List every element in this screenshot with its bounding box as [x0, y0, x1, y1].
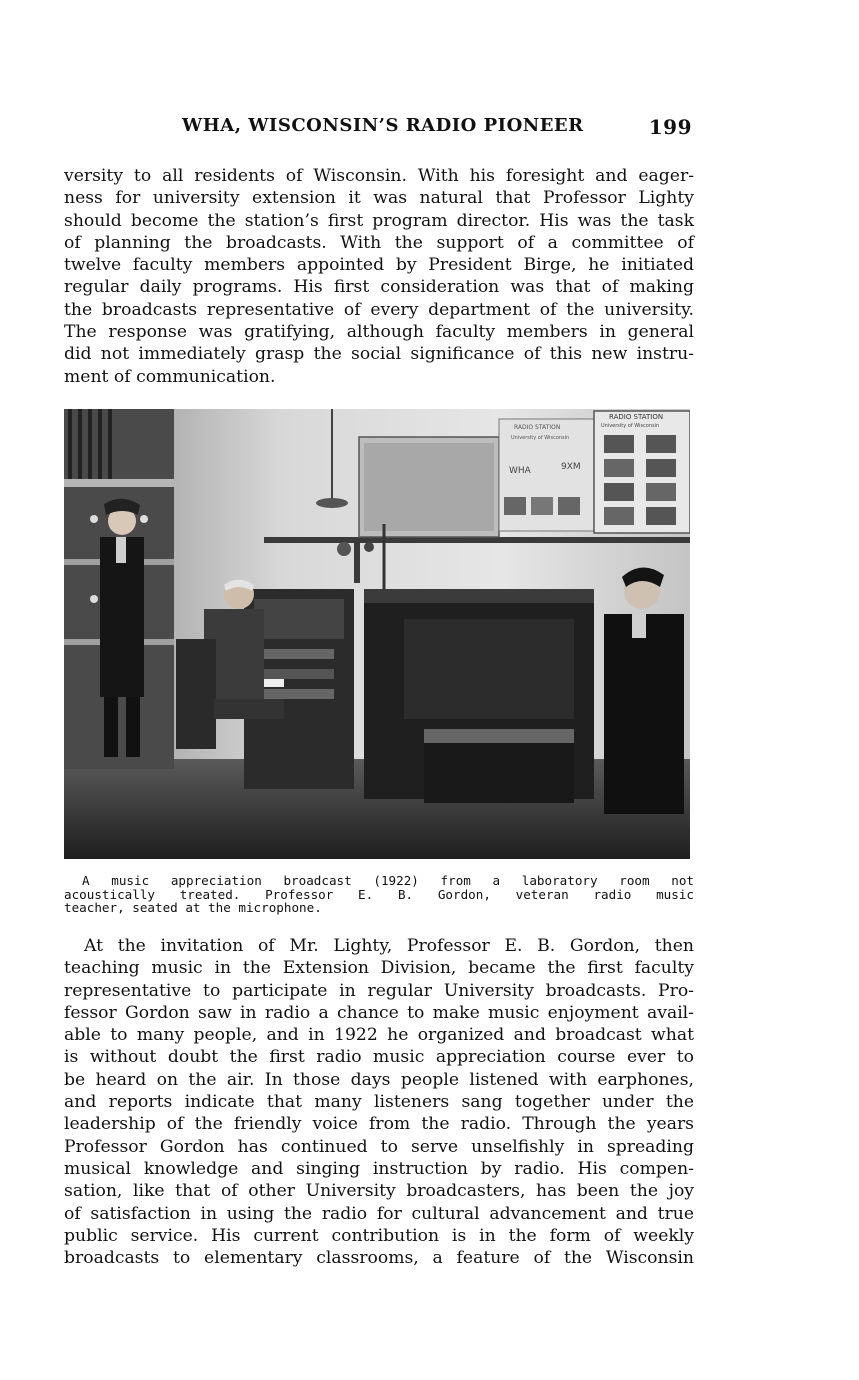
- paragraph-2-line: fessor Gordon saw in radio a chance to make music enjoyment avail-: [64, 1002, 694, 1023]
- paragraph-2-line: of satisfaction in using the radio for cultural advancement and true: [64, 1203, 694, 1224]
- wall-sign-right: [594, 411, 690, 533]
- paragraph-2-line: leadership of the friendly voice from the radio. Through the years: [64, 1114, 694, 1135]
- paragraph-1-line: The response was gratifying, although faculty members in general: [64, 322, 694, 343]
- paragraph-1-line: should become the station’s first program director. His was the task: [64, 210, 694, 231]
- paragraph-2-line: representative to participate in regular University broadcasts. Pro-: [64, 980, 694, 1001]
- paragraph-1-line: the broadcasts representative of every department of the university.: [64, 299, 694, 320]
- paragraph-2-line: musical knowledge and singing instruction by radio. His compen-: [64, 1158, 694, 1179]
- broadcast-photograph: [64, 409, 690, 859]
- caption-line: A music appreciation broadcast (1922) from a laboratory room not: [82, 873, 694, 888]
- paragraph-2-line: Professor Gordon has continued to serve unselfishly in spreading: [64, 1136, 694, 1157]
- sign-left-text-1: RADIO STATION: [514, 424, 561, 431]
- paragraph-1-line: of planning the broadcasts. With the support of a committee of: [64, 232, 694, 253]
- paragraph-1-line: regular daily programs. His first consideration was that of making: [64, 277, 694, 298]
- sign-left-text-3: WHA: [509, 466, 531, 476]
- paragraph-1-line: did not immediately grasp the social significance of this new instru-: [64, 344, 694, 365]
- upright-piano: [364, 589, 594, 803]
- running-head-title: WHA, WISCONSIN’S RADIO PIONEER: [182, 115, 584, 136]
- paragraph-2-line: is without doubt the first radio music appreciation course ever to: [64, 1047, 694, 1068]
- sign-right-text-1: RADIO STATION: [609, 413, 664, 421]
- paragraph-1-line: ness for university extension it was natural that Professor Lighty: [64, 188, 694, 209]
- paragraph-1: [64, 165, 694, 388]
- caption-line: teacher, seated at the microphone.: [64, 900, 322, 915]
- paragraph-1-line: ment of communication.: [64, 366, 276, 387]
- hanging-lamp: [316, 498, 348, 508]
- paragraph-2-line: and reports indicate that many listeners sang together under the: [64, 1092, 694, 1113]
- sign-left-text-2: University of Wisconsin: [511, 435, 570, 441]
- caption-line: acoustically treated. Professor E. B. Gordon, veteran radio music: [64, 886, 694, 902]
- paragraph-2-line: broadcasts to elementary classrooms, a feature of the Wisconsin: [64, 1248, 694, 1269]
- wall-sign-center: [499, 419, 594, 531]
- sign-right-text-2: University of Wisconsin: [601, 423, 660, 429]
- running-head: [64, 115, 694, 139]
- paragraph-2: [64, 935, 694, 1269]
- sign-left-text-4: 9XM: [561, 462, 581, 472]
- wall-sign-left: [359, 437, 499, 537]
- figure-caption: [64, 874, 694, 915]
- paragraph-2-line: teaching music in the Extension Division, became the first faculty: [64, 958, 694, 979]
- paragraph-1-line: versity to all residents of Wisconsin. With his foresight and eager-: [64, 166, 694, 186]
- page-number: 199: [648, 115, 692, 139]
- paragraph-2-line: be heard on the air. In those days people listened with earphones,: [64, 1069, 694, 1090]
- paragraph-1-line: twelve faculty members appointed by President Birge, he initiated: [64, 255, 694, 276]
- wall-shelf: [264, 537, 690, 543]
- paragraph-2-line: sation, like that of other University broadcasters, has been the joy: [64, 1181, 694, 1202]
- paragraph-2-line: At the invitation of Mr. Lighty, Professor E. B. Gordon, then: [84, 936, 694, 956]
- paragraph-2-line: able to many people, and in 1922 he organized and broadcast what: [64, 1025, 694, 1046]
- paragraph-2-line: public service. His current contribution is in the form of weekly: [64, 1225, 694, 1246]
